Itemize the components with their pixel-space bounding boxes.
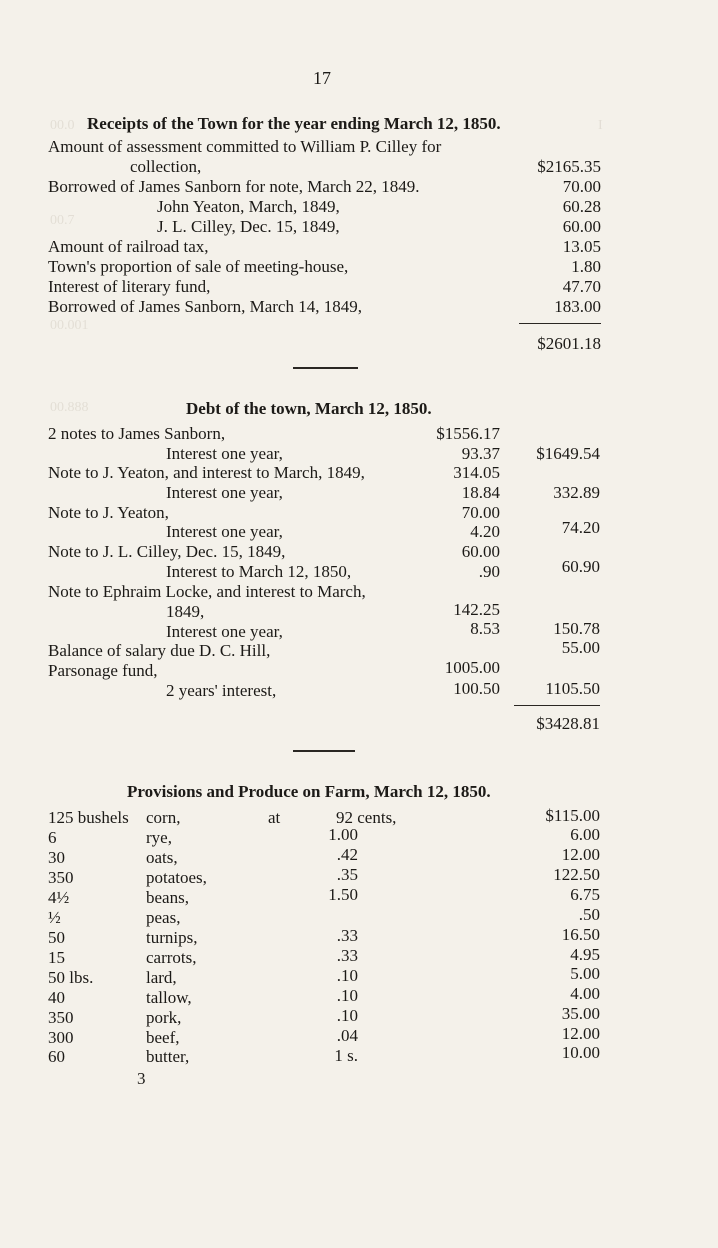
- provision-price: .10: [336, 986, 358, 1005]
- provision-item: carrots,: [146, 948, 197, 967]
- receipt-amount: 47.70: [562, 277, 601, 296]
- provision-total: 6.00: [570, 825, 600, 844]
- provision-total: 4.00: [570, 984, 600, 1003]
- show-through-text: 00.0: [50, 118, 75, 133]
- provision-total: 12.00: [561, 845, 600, 864]
- provision-qty: 300: [48, 1028, 74, 1047]
- provision-price: .10: [336, 966, 358, 985]
- provision-item: beef,: [146, 1028, 180, 1047]
- provision-price: 1 s.: [334, 1046, 358, 1065]
- debt-amount: 4.20: [470, 522, 500, 541]
- debt-title: Debt of the town, March 12, 1850.: [186, 399, 432, 418]
- debt-total-sum: $3428.81: [536, 714, 600, 733]
- debt-label: Interest one year,: [166, 622, 283, 641]
- section-divider: [293, 367, 358, 369]
- debt-label: Note to Ephraim Locke, and interest to March,: [48, 582, 366, 601]
- provision-price: 1.50: [328, 885, 358, 904]
- provision-price: .33: [336, 926, 358, 945]
- provision-item: rye,: [146, 828, 172, 847]
- signature-mark: 3: [137, 1069, 146, 1088]
- page-number: 17: [313, 68, 331, 88]
- provision-price: .33: [336, 946, 358, 965]
- provision-qty: 50: [48, 928, 65, 947]
- debt-label: 1849,: [166, 602, 205, 621]
- provision-qty: 4½: [48, 888, 70, 907]
- debt-total: 1105.50: [545, 679, 600, 698]
- debt-amount: 1005.00: [444, 658, 500, 677]
- provision-qty: 15: [48, 948, 65, 967]
- at-label: at: [268, 808, 281, 827]
- provision-total: 5.00: [570, 964, 600, 983]
- provision-item: pork,: [146, 1008, 182, 1027]
- receipt-label: John Yeaton, March, 1849,: [157, 197, 340, 216]
- debt-label: Note to J. Yeaton,: [48, 503, 169, 522]
- provision-item: lard,: [146, 968, 177, 987]
- receipt-label: J. L. Cilley, Dec. 15, 1849,: [157, 217, 340, 236]
- provision-qty: ½: [48, 908, 61, 927]
- provision-total: $115.00: [545, 806, 600, 825]
- provision-qty: 125 bushels: [48, 808, 129, 827]
- debt-amount: 8.53: [470, 619, 500, 638]
- provision-price: .35: [336, 865, 358, 884]
- provision-total: .50: [578, 905, 600, 924]
- provision-total: 12.00: [561, 1024, 600, 1043]
- provision-item: turnips,: [146, 928, 198, 947]
- provision-price: .04: [336, 1026, 358, 1045]
- provision-total: 35.00: [561, 1004, 600, 1023]
- provision-item: beans,: [146, 888, 189, 907]
- receipt-amount: 1.80: [571, 257, 601, 276]
- provision-item: corn,: [146, 808, 181, 827]
- debt-total: 332.89: [553, 483, 600, 502]
- show-through-text: 00.7: [50, 213, 75, 228]
- provision-price: .10: [336, 1006, 358, 1025]
- receipt-amount: 183.00: [554, 297, 601, 316]
- sum-rule: [519, 323, 601, 324]
- provision-qty: 60: [48, 1047, 65, 1066]
- debt-label: Parsonage fund,: [48, 661, 158, 680]
- receipt-amount: 70.00: [562, 177, 601, 196]
- provision-price: .42: [336, 845, 358, 864]
- debt-label: Note to J. L. Cilley, Dec. 15, 1849,: [48, 542, 286, 561]
- receipts-total: $2601.18: [537, 334, 601, 353]
- debt-label: Balance of salary due D. C. Hill,: [48, 641, 271, 660]
- receipt-amount: 60.28: [562, 197, 601, 216]
- provision-total: 10.00: [561, 1043, 600, 1062]
- debt-label: Interest to March 12, 1850,: [166, 562, 352, 581]
- debt-total: $1649.54: [536, 444, 600, 463]
- debt-label: 2 years' interest,: [166, 681, 277, 700]
- provision-item: peas,: [146, 908, 181, 927]
- provision-qty: 40: [48, 988, 65, 1007]
- receipt-label: Interest of literary fund,: [48, 277, 211, 296]
- provision-qty: 350: [48, 868, 74, 887]
- debt-amount: 93.37: [461, 444, 500, 463]
- receipt-label: Amount of railroad tax,: [48, 237, 209, 256]
- provision-total: 4.95: [570, 945, 600, 964]
- provision-qty: 50 lbs.: [48, 968, 94, 987]
- provision-total: 16.50: [561, 925, 600, 944]
- receipt-label: Amount of assessment committed to William P. Cilley for: [48, 137, 442, 156]
- debt-label: Note to J. Yeaton, and interest to March, 1849,: [48, 463, 365, 482]
- debt-amount: .90: [478, 562, 500, 581]
- debt-amount: 314.05: [453, 463, 500, 482]
- debt-label: Interest one year,: [166, 444, 283, 463]
- provision-item: oats,: [146, 848, 178, 867]
- debt-total: 60.90: [561, 557, 600, 576]
- debt-amount: 60.00: [461, 542, 500, 561]
- provision-price: 1.00: [328, 825, 358, 844]
- receipt-label: Borrowed of James Sanborn for note, March 22, 1849.: [48, 177, 420, 196]
- receipt-amount: $2165.35: [537, 157, 601, 176]
- provisions-title: Provisions and Produce on Farm, March 12, 1850.: [127, 782, 491, 801]
- receipt-label: Borrowed of James Sanborn, March 14, 1849,: [48, 297, 362, 316]
- receipt-amount: 13.05: [562, 237, 601, 256]
- receipts-title: Receipts of the Town for the year ending March 12, 1850.: [87, 114, 501, 133]
- show-through-text: I: [598, 118, 603, 133]
- debt-amount: 142.25: [453, 600, 500, 619]
- provision-total: 6.75: [570, 885, 600, 904]
- debt-total: 55.00: [561, 638, 600, 657]
- debt-label: 2 notes to James Sanborn,: [48, 424, 226, 443]
- debt-amount: 18.84: [461, 483, 500, 502]
- provision-qty: 30: [48, 848, 65, 867]
- provision-item: tallow,: [146, 988, 192, 1007]
- provision-item: butter,: [146, 1047, 190, 1066]
- receipt-label: Town's proportion of sale of meeting-house,: [48, 257, 349, 276]
- provision-total: 122.50: [553, 865, 600, 884]
- provision-qty: 350: [48, 1008, 74, 1027]
- provision-qty: 6: [48, 828, 57, 847]
- debt-amount: 100.50: [453, 679, 500, 698]
- debt-total: 150.78: [553, 619, 600, 638]
- show-through-text: 00.888: [50, 400, 89, 415]
- sum-rule: [514, 705, 600, 706]
- debt-amount: 70.00: [461, 503, 500, 522]
- debt-amount: $1556.17: [436, 424, 500, 443]
- debt-total: 74.20: [561, 518, 600, 537]
- receipt-amount: 60.00: [562, 217, 601, 236]
- debt-label: Interest one year,: [166, 483, 283, 502]
- provision-price: 92 cents,: [336, 808, 397, 827]
- section-divider: [293, 750, 355, 752]
- show-through-text: 00.001: [50, 318, 89, 333]
- provision-item: potatoes,: [146, 868, 207, 887]
- receipt-label: collection,: [130, 157, 202, 176]
- debt-label: Interest one year,: [166, 522, 283, 541]
